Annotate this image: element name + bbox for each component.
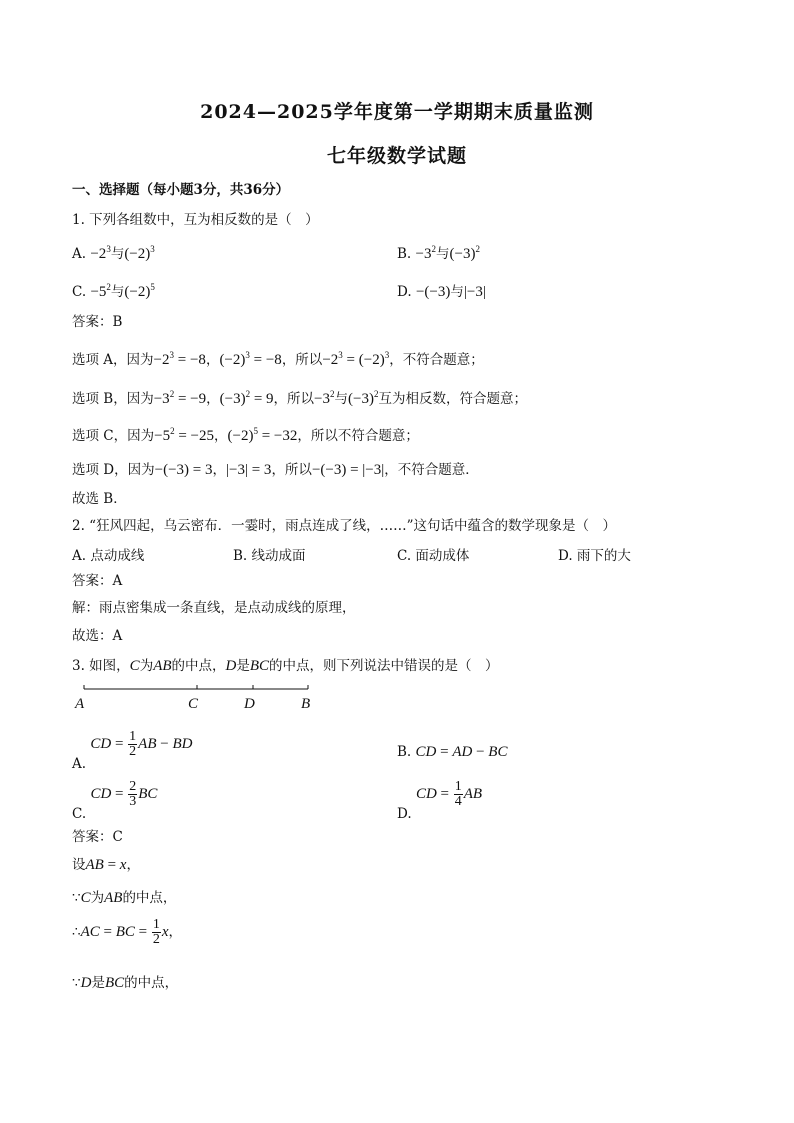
question-1-answer: 答案：B: [72, 314, 123, 330]
question-3-option-c: C. CD = $\frac{2}{3}$ BC: [72, 779, 158, 822]
point-label-a: A: [75, 696, 85, 712]
question-1-explanation-a: 选项 A，因为$-2^3 = -8$，$(-2)^3 = -8$，所以$-2^3 = (-2)^3$，不符合题意；: [72, 350, 484, 368]
question-3-option-a: A. CD = $\frac{1}{2}$ AB − BD: [72, 729, 193, 772]
question-1-option-d: D. −(−3)与|−3|: [397, 284, 486, 300]
question-1-conclusion: 故选 B．: [72, 491, 127, 507]
point-label-d: D: [244, 696, 255, 712]
question-3-step-1: 设AB = x，: [72, 857, 140, 873]
section-heading: 一、选择题（每小题3分，共36分）: [72, 182, 290, 198]
question-1-option-a: A. $-2^3$与$(-2)^3$: [72, 244, 155, 262]
question-1-option-c: C. $-5^2$与$(-2)^5$: [72, 282, 155, 300]
point-label-b: B: [301, 696, 311, 712]
question-1-explanation-d: 选项 D，因为−(−3) = 3，|−3| = 3，所以−(−3) = |−3|，不符合题意．: [72, 462, 479, 478]
question-2-stem: 2. “狂风四起，乌云密布．一霎时，雨点连成了线，……”这句话中蕴含的数学现象是（ ）: [72, 518, 616, 534]
question-1-stem: 1. 下列各组数中，互为相反数的是（ ）: [72, 212, 319, 228]
segment-figure: [70, 680, 330, 714]
question-3-answer: 答案：C: [72, 829, 123, 845]
question-2-solution: 解：雨点密集成一条直线，是点动成线的原理，: [72, 600, 356, 616]
question-2-option-c: C. 面动成体: [397, 548, 470, 564]
question-3-option-b: B. CD = AD − BC: [397, 744, 508, 760]
question-3-step-3: ∴AC = BC = $\frac{1}{2}$ x，: [72, 917, 183, 947]
question-3-step-2: ∵C为AB的中点，: [72, 890, 177, 906]
question-2-option-b: B. 线动成面: [233, 548, 306, 564]
question-3-stem: 3. 如图，C为AB的中点，D是BC的中点，则下列说法中错误的是（ ）: [72, 658, 499, 674]
question-1-explanation-b: 选项 B，因为$-3^2 = -9$，$(-3)^2 = 9$，所以$-3^2$与$(-3)^2$互为相反数，符合题意；: [72, 389, 527, 407]
question-1-option-b: B. $-3^2$与$(-3)^2$: [397, 244, 480, 262]
page-subtitle: 七年级数学试题: [326, 145, 467, 167]
question-2-answer: 答案：A: [72, 573, 123, 589]
question-2-option-d: D. 雨下的大: [558, 548, 631, 564]
page-title: 2024—2025学年度第一学期期末质量监测: [200, 101, 594, 123]
question-1-explanation-c: 选项 C，因为$-5^2 = -25$，$(-2)^5 = -32$，所以不符合题意；: [72, 426, 419, 444]
question-3-step-4: ∵D是BC的中点，: [72, 975, 179, 991]
question-2-option-a: A. 点动成线: [72, 548, 145, 564]
question-3-option-d: D. CD = $\frac{1}{4}$ AB: [397, 779, 483, 822]
question-2-conclusion: 故选：A: [72, 628, 123, 644]
point-label-c: C: [188, 696, 199, 712]
